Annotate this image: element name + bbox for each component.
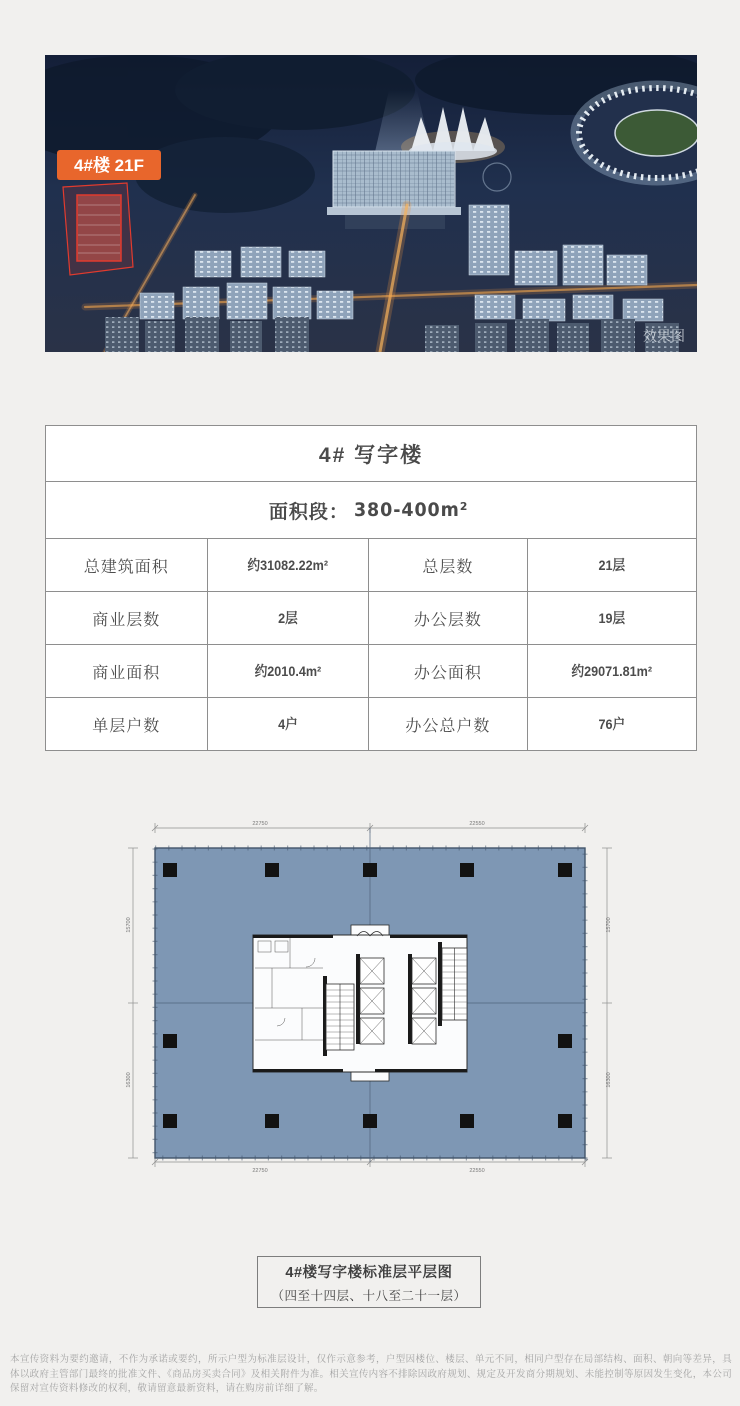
dim-right-top: 15700 <box>606 917 612 933</box>
stadium <box>575 85 697 181</box>
row-label: 单层户数 <box>92 717 161 735</box>
hero-night-aerial-image <box>45 55 697 352</box>
rendering-watermark: 效果图 <box>643 328 685 344</box>
row-label: 办公面积 <box>413 664 482 682</box>
convention-center <box>327 151 461 229</box>
row-value: 约2010.4m² <box>254 663 321 679</box>
core-area <box>253 925 467 1081</box>
table-title-cell <box>46 426 696 481</box>
row-value: 约29071.81m² <box>571 663 653 679</box>
dim-bottom-right: 22550 <box>469 1168 485 1174</box>
building-label-badge <box>57 150 161 180</box>
table-row <box>46 591 696 644</box>
row-value: 21层 <box>598 557 626 573</box>
plan-caption-floors: （四至十四层、十八至二十一层） <box>271 1288 467 1303</box>
table-row <box>46 644 696 697</box>
row-label: 商业面积 <box>92 664 161 682</box>
row-value: 76户 <box>598 716 626 732</box>
dim-right-bottom: 16300 <box>606 1072 612 1088</box>
dim-left-top: 15700 <box>126 917 132 933</box>
building-4-highlight <box>63 183 133 275</box>
row-value: 4户 <box>277 716 298 732</box>
area-range-label: 面积段： <box>268 501 349 523</box>
row-value: 19层 <box>598 610 626 626</box>
dim-top-left: 22750 <box>252 821 268 827</box>
table-row <box>46 697 696 750</box>
building-info-table <box>45 425 697 751</box>
row-label: 总建筑面积 <box>83 558 169 576</box>
plan-caption-box <box>257 1256 481 1308</box>
dim-bottom-left: 22750 <box>252 1168 268 1174</box>
badge-text: 4#楼 21F <box>74 156 144 175</box>
area-range-value: 380-400m² <box>353 499 469 521</box>
floor-plan <box>120 808 620 1176</box>
legal-disclaimer: 本宣传资料为要约邀请，不作为承诺或要约，所示户型为标准层设计，仅作示意参考，户型因楼位、楼层、单元不同，相同户型存在局部结构、面积、朝向等差异，具体以政府主管部门最终的批准文件、《商品房买卖合同》及相关附件为准。相关宣传内容不排除因政府规划、规定及开发商分期规划、未能控制等原因发生变化，本公司保留对宣传资料修改的权利，敬请留意最新资料，请在购房前详细了解。 <box>10 1354 732 1395</box>
row-label: 总层数 <box>422 558 474 576</box>
row-value: 2层 <box>277 610 298 626</box>
row-label: 办公层数 <box>413 611 482 629</box>
floor-plan-drawing <box>120 808 620 1176</box>
row-label: 商业层数 <box>92 611 161 629</box>
table-row <box>46 538 696 591</box>
table-title: 4# 写字楼 <box>318 443 424 467</box>
plan-caption-title: 4#楼写字楼标准层平层图 <box>285 1264 453 1281</box>
dim-left-bottom: 16300 <box>126 1072 132 1088</box>
dim-top-right: 22550 <box>469 821 485 827</box>
row-label: 办公总户数 <box>405 717 491 735</box>
row-value: 约31082.22m² <box>247 557 328 573</box>
area-range-cell <box>46 482 696 538</box>
hero-rendering <box>45 55 697 352</box>
